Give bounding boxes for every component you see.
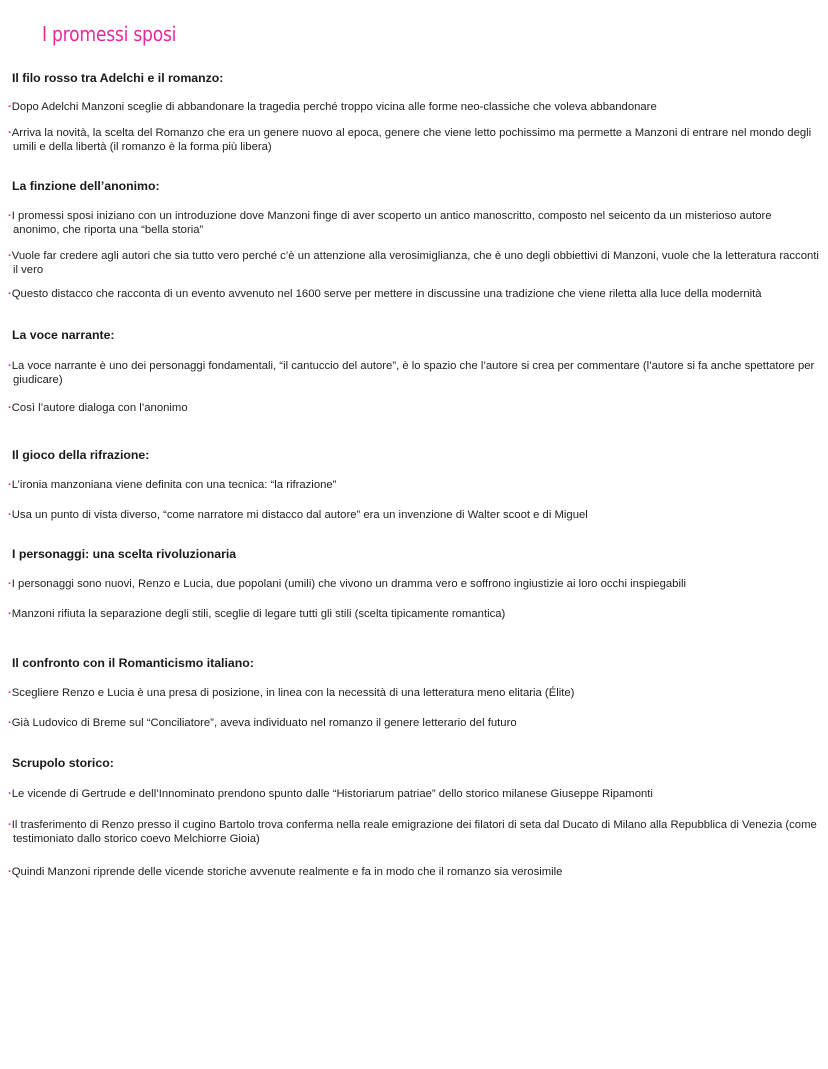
section-heading: I personaggi: una scelta rivoluzionaria bbox=[12, 547, 237, 561]
bullet-dot: · bbox=[8, 578, 12, 590]
bullet-item: ·Vuole far credere agli autori che sia tutto vero perché c’è un attenzione alla verosimiglianza, che è uno degli obbiettivi di Manzoni, vuole che la letteratura racconti il vero bbox=[8, 250, 819, 277]
bullet-item: ·Così l’autore dialoga con l’anonimo bbox=[8, 402, 188, 414]
bullet-dot: · bbox=[8, 819, 12, 831]
bullet-dot: · bbox=[8, 127, 12, 139]
bullet-item: ·L’ironia manzoniana viene definita con una tecnica: “la rifrazione” bbox=[8, 479, 337, 491]
bullet-item: ·Quindi Manzoni riprende delle vicende storiche avvenute realmente e fa in modo che il romanzo sia verosimile bbox=[8, 866, 563, 878]
bullet-item: ·Usa un punto di vista diverso, “come narratore mi distacco dal autore” era un invenzione di Walter scoot e di Miguel bbox=[8, 509, 588, 521]
bullet-item: ·Il trasferimento di Renzo presso il cugino Bartolo trova conferma nella reale emigrazione dei filatori di seta dal Ducato di Milano alla Repubblica di Venezia (come testimoniato dallo storico coevo Melchiorre Gioia) bbox=[8, 819, 817, 846]
bullet-dot: · bbox=[8, 250, 12, 262]
section-heading: Il filo rosso tra Adelchi e il romanzo: bbox=[12, 71, 224, 85]
bullet-dot: · bbox=[8, 288, 12, 300]
bullet-item: ·Manzoni rifiuta la separazione degli stili, sceglie di legare tutti gli stili (scelta tipicamente romantica) bbox=[8, 608, 506, 620]
section-heading: La voce narrante: bbox=[12, 328, 115, 342]
bullet-dot: · bbox=[8, 360, 12, 372]
bullet-dot: · bbox=[8, 210, 12, 222]
bullet-dot: · bbox=[8, 509, 12, 521]
bullet-dot: · bbox=[8, 101, 12, 113]
bullet-dot: · bbox=[8, 402, 12, 414]
bullet-item: ·Già Ludovico di Breme sul “Conciliatore”, aveva individuato nel romanzo il genere letterario del futuro bbox=[8, 717, 517, 729]
bullet-item: ·Le vicende di Gertrude e dell’Innominato prendono spunto dalle “Historiarum patriae” dello storico milanese Giuseppe Ripamonti bbox=[8, 788, 653, 800]
bullet-dot: · bbox=[8, 608, 12, 620]
bullet-item: ·Dopo Adelchi Manzoni sceglie di abbandonare la tragedia perché troppo vicina alle forme neo-classiche che voleva abbandonare bbox=[8, 101, 657, 113]
bullet-item: ·La voce narrante è uno dei personaggi fondamentali, “il cantuccio del autore”, è lo spazio che l’autore si crea per commentare (l’autore si fa anche spettatore per giudicare) bbox=[8, 360, 815, 387]
section-heading: Il confronto con il Romanticismo italiano: bbox=[12, 656, 254, 670]
section-heading: La finzione dell’anonimo: bbox=[12, 179, 160, 193]
bullet-dot: · bbox=[8, 717, 12, 729]
bullet-item: ·Questo distacco che racconta di un evento avvenuto nel 1600 serve per mettere in discussine una tradizione che viene riletta alla luce della modernità bbox=[8, 288, 762, 300]
bullet-dot: · bbox=[8, 479, 12, 491]
bullet-dot: · bbox=[8, 866, 12, 878]
bullet-item: ·Scegliere Renzo e Lucia è una presa di posizione, in linea con la necessità di una letteratura meno elitaria (Élite) bbox=[8, 687, 575, 699]
page-title: I promessi sposi bbox=[42, 22, 177, 46]
bullet-item: ·I promessi sposi iniziano con un introduzione dove Manzoni finge di aver scoperto un antico manoscritto, composto nel seicento da un misterioso autore anonimo, che riporta una “bella storia” bbox=[8, 210, 772, 237]
bullet-item: ·Arriva la novità, la scelta del Romanzo che era un genere nuovo al epoca, genere che viene letto pochissimo ma permette a Manzoni di entrare nel mondo degli umili e della libertà (il romanzo è la forma più libera) bbox=[8, 127, 812, 154]
section-heading: Il gioco della rifrazione: bbox=[12, 448, 150, 462]
bullet-dot: · bbox=[8, 788, 12, 800]
bullet-dot: · bbox=[8, 687, 12, 699]
section-heading: Scrupolo storico: bbox=[12, 756, 114, 770]
bullet-item: ·I personaggi sono nuovi, Renzo e Lucia, due popolani (umili) che vivono un dramma vero e soffrono ingiustizie ai loro occhi inspiegabili bbox=[8, 578, 686, 590]
